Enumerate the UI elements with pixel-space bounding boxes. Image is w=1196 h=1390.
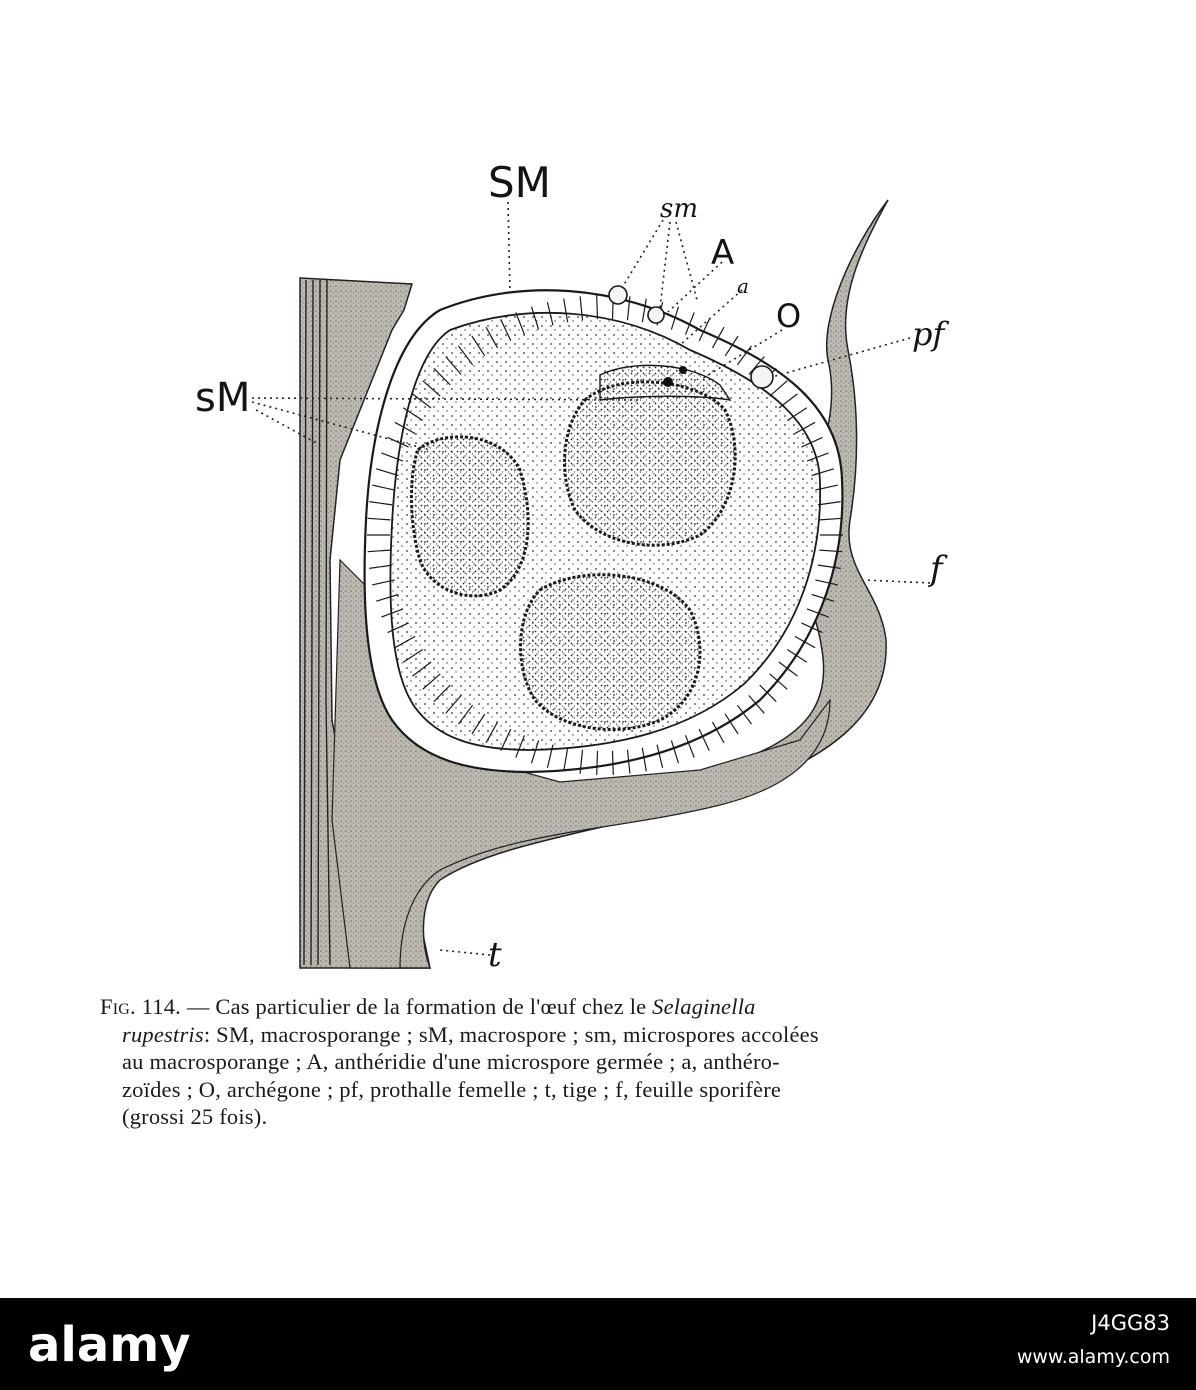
label-pf: pf bbox=[912, 315, 945, 353]
wall-cell-division bbox=[613, 751, 614, 775]
label-sm: sm bbox=[660, 194, 698, 224]
antherozoid-dot bbox=[663, 377, 673, 387]
label-a: a bbox=[737, 274, 749, 298]
caption-line-2 bbox=[100, 1021, 1060, 1049]
fig-prefix: Fig. bbox=[100, 994, 136, 1019]
label-f: f bbox=[930, 549, 943, 589]
caption-genus: Selaginella bbox=[652, 994, 756, 1019]
macrospore-left bbox=[412, 437, 529, 596]
label-SM: SM bbox=[488, 158, 551, 207]
macrospore-bottom bbox=[521, 575, 700, 730]
image-code: J4GG83 bbox=[1091, 1311, 1170, 1335]
wall-cell-division bbox=[597, 751, 598, 775]
caption-line-1 bbox=[100, 993, 1060, 1021]
caption-line-3: au macrosporange ; A, anthéridie d'une microspore germée ; a, anthéro- bbox=[122, 1049, 780, 1074]
stock-footer-bar bbox=[0, 1298, 1196, 1390]
figure-caption bbox=[100, 993, 1060, 1131]
caption-line-4: zoïdes ; O, archégone ; pf, prothalle femelle ; t, tige ; f, feuille sporifère bbox=[122, 1076, 782, 1102]
macrospore-top bbox=[565, 382, 736, 545]
label-sM: sM bbox=[195, 375, 251, 421]
label-A: A bbox=[711, 233, 735, 273]
fig-number: 114. bbox=[141, 994, 181, 1019]
caption-species: rupestris bbox=[122, 1021, 204, 1047]
caption-l1-text: Cas particulier de la formation de l'œuf chez le bbox=[215, 994, 653, 1019]
alamy-logo-text: alamy bbox=[28, 1317, 191, 1373]
label-t: t bbox=[488, 935, 502, 975]
caption-l2-text: : SM, macrosporange ; sM, macrospore ; sm, microspores accolées bbox=[203, 1021, 819, 1047]
caption-dash: — bbox=[181, 994, 216, 1019]
site-url[interactable]: www.alamy.com bbox=[1016, 1346, 1170, 1368]
label-O: O bbox=[776, 297, 802, 335]
archegonium-dot bbox=[679, 366, 687, 374]
caption-line-5: (grossi 25 fois). bbox=[122, 1104, 268, 1129]
alamy-logo bbox=[28, 1315, 194, 1373]
wall-cell-division bbox=[597, 295, 598, 319]
